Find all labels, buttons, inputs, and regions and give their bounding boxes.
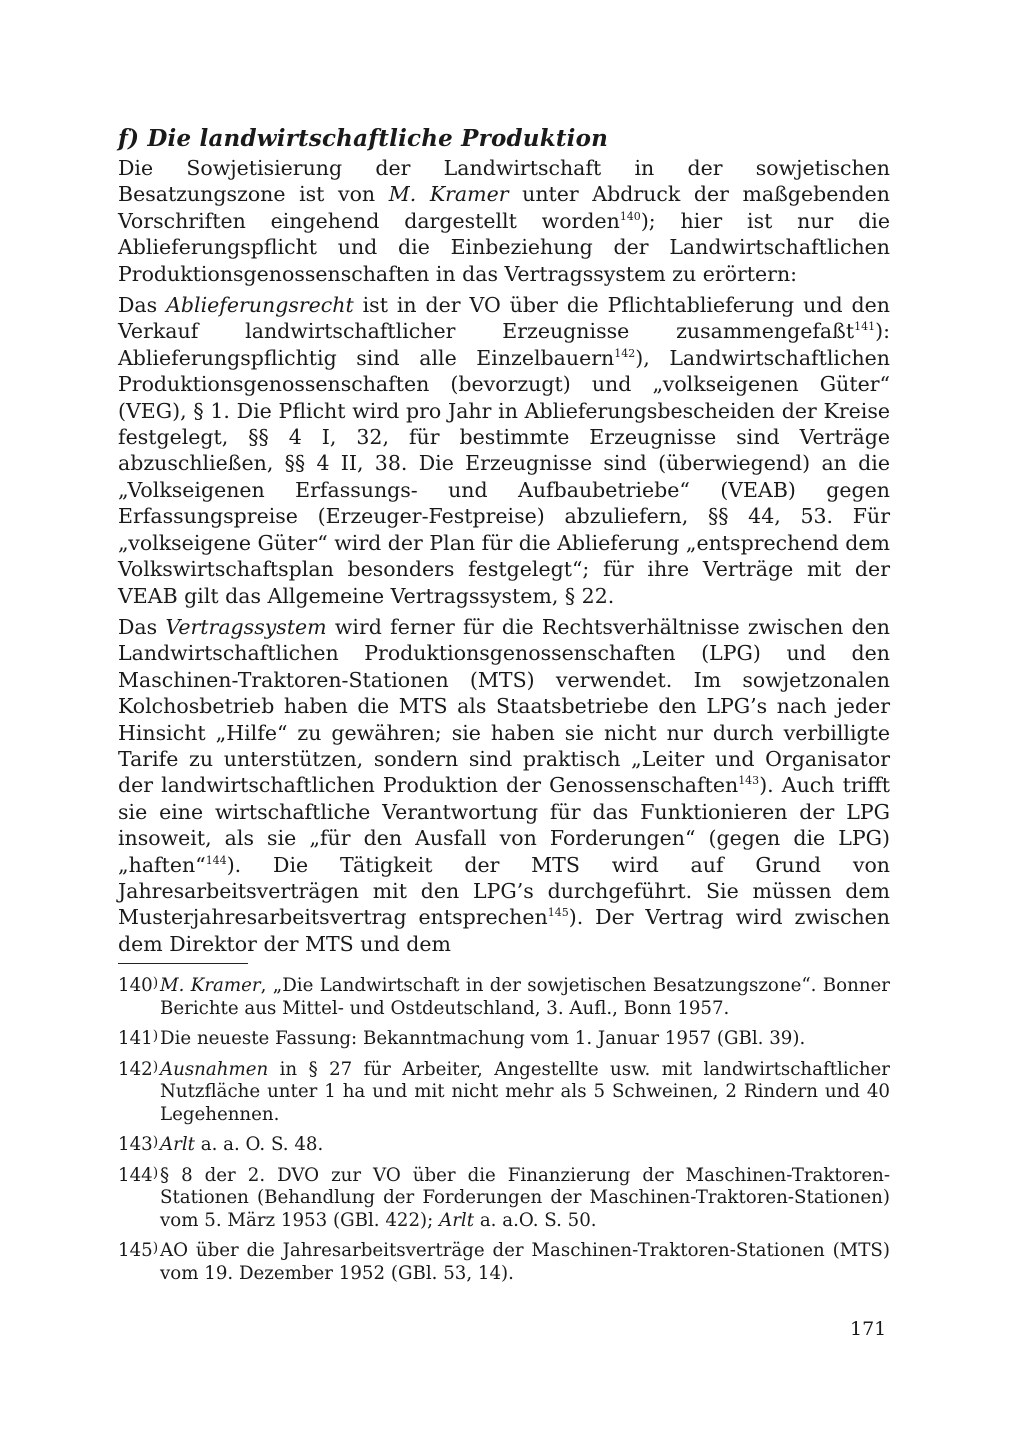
text-run: ). Die Tätigkeit der MTS wird auf Grund von Jahresarbeitsverträgen mit den LPG’s durchgeführt. Sie müssen dem Musterjahresarbeitsvertrag entsprechen [118,852,890,930]
text-run: Das [118,293,167,318]
footnote-144 [118,1162,890,1233]
text-run: ). Auch trifft sie eine wirtschaftliche Verantwortung für das Funktionieren der LPG insoweit, als sie „für den Ausfall von Forderungen“ (gegen die LPG) „haften“ [118,773,890,877]
footnote-143 [118,1131,890,1157]
footnote-142 [118,1056,890,1127]
footnote-text: a. a. O. S. 48. [194,1134,324,1156]
footnote-141 [118,1025,890,1051]
footnote-number: 141) [118,1028,159,1050]
footnote-ref: 144 [205,853,227,867]
page-body [118,125,890,1290]
text-run: unter Abdruck der maßgebenden Vorschriften eingehend dargestellt worden [118,182,890,233]
emphasis: Ausnahmen [160,1058,269,1080]
text-run: ); hier ist nur die Ablieferungspflicht und die Einbeziehung der Landwirtschaftlichen Produktionsgenossenschaften in das Vertragssystem zu erörtern: [118,208,890,286]
paragraph-1 [118,155,890,287]
paragraph-2 [118,292,890,609]
footnote-145 [118,1237,890,1285]
footnote-140 [118,972,890,1020]
footnote-ref: 143 [738,774,760,788]
page-number: 171 [850,1318,887,1340]
author-name: Arlt [439,1209,475,1231]
footnote-text: § 8 der 2. DVO zur VO über die Finanzierung der Maschinen-Traktoren-Stationen (Behandlung der Forderungen der Maschinen-Traktoren-Stationen) vom 5. März 1953 (GBl. 422); [160,1164,890,1231]
footnote-number: 142) [118,1058,159,1080]
footnote-text: in § 27 für Arbeiter, Angestellte usw. mit landwirtschaftlicher Nutzfläche unter 1 ha und mit nicht mehr als 5 Schweinen, 2 Rindern und 40 Legehennen. [160,1058,890,1125]
emphasis: Ablieferungsrecht [166,293,354,318]
text-run: ist in der VO über die Pflichtablieferung und den Verkauf landwirtschaftlicher Erzeugnisse zusammengefaßt [118,293,890,344]
footnote-ref: 145 [547,906,569,920]
text-run: wird ferner für die Rechtsverhältnisse zwischen den Landwirtschaftlichen Produktionsgenossenschaften (LPG) und den Maschinen-Traktoren-Stationen (MTS) verwendet. Im sowjetzonalen Kolchosbetrieb haben die MTS als Staatsbetriebe den LPG’s nach jeder Hinsicht „Hilfe“ zu gewähren; sie haben sie nicht nur durch verbilligte Tarife zu unterstützen, sondern sind praktisch „Leiter und Organisator der landwirtschaftlichen Produktion der Genossenschaften [118,614,890,798]
footnote-number: 145) [118,1240,159,1262]
text-run: Die Sowjetisierung der Landwirtschaft in der sowjetischen Besatzungszone ist von [118,156,890,207]
footnote-text: AO über die Jahresarbeitsverträge der Maschinen-Traktoren-Stationen (MTS) vom 19. Dezember 1952 (GBl. 53, 14). [160,1240,890,1284]
footnote-number: 143) [118,1134,159,1156]
author-name: M. Kramer [388,182,509,207]
author-name: Arlt [160,1134,195,1156]
footnote-number: 144) [118,1164,159,1186]
footnote-text: , „Die Landwirtschaft in der sowjetischen Besatzungszone“. Bonner Berichte aus Mittel- und Ostdeutschland, 3. Aufl., Bonn 1957. [160,975,890,1019]
footnote-divider [118,963,248,964]
footnote-ref: 141 [854,320,876,334]
emphasis: Vertragssystem [165,614,327,639]
footnote-number: 140) [118,975,159,997]
author-name: M. Kramer [160,975,261,997]
section-heading: f) Die landwirtschaftliche Produktion [118,125,609,152]
text-run: ). Der Vertrag wird zwischen dem Direktor der MTS und dem [118,905,890,956]
text-run: ), Landwirtschaftlichen Produktionsgenossenschaften (bevorzugt) und „volkseigenen Güter“ (VEG), § 1. Die Pflicht wird pro Jahr in Ablieferungsbescheiden der Kreise festgelegt, §§ 4 I, 32, für bestimmte Erzeugnisse sind Verträge abzuschließen, §§ 4 II, 38. Die Erzeugnisse sind (überwiegend) an die „Volkseigenen Erfassungs- und Aufbaubetriebe“ (VEAB) gegen Erfassungspreise (Erzeuger-Festpreise) abzuliefern, §§ 44, 53. Für „volkseigene Güter“ wird der Plan für die Ablieferung „entsprechend dem Volkswirtschaftsplan besonders festgelegt“; für ihre Verträge mit der VEAB gilt das Allgemeine Vertragssystem, § 22. [118,345,891,608]
text-run: Das [118,614,166,639]
paragraph-3 [118,614,890,957]
footnote-ref: 140 [619,209,641,223]
footnote-ref: 142 [614,347,636,361]
footnote-text: a. a.O. S. 50. [474,1209,597,1231]
text-run: ): Ablieferungspflichtig sind alle Einzelbauern [118,319,890,370]
footnote-text: Die neueste Fassung: Bekanntmachung vom 1. Januar 1957 (GBl. 39). [160,1028,806,1050]
